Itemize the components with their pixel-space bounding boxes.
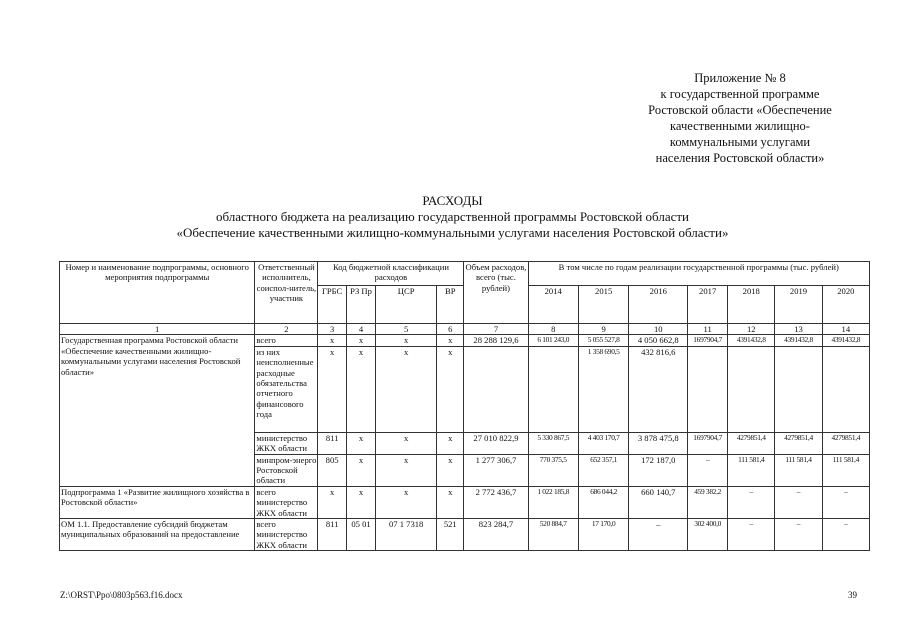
column-number: 6 [437,324,464,335]
year-value: – [822,519,869,551]
year-value: 4 403 170,7 [578,432,628,454]
year-value: 4391432,8 [822,335,869,346]
year-value: 111 581,4 [822,454,869,486]
year-value [822,346,869,432]
year-value: 686 044,2 [578,486,628,518]
code-csr: х [376,432,437,454]
header-volume: Объем расходов, всего (тыс. рублей) [464,262,528,324]
year-value: 4279851,4 [728,432,775,454]
year-value: 111 581,4 [775,454,822,486]
code-grbs: х [318,486,346,518]
column-number-row [60,324,870,335]
year-value: 5 055 527,8 [578,335,628,346]
header-rzpr: РЗ Пр [346,286,375,324]
header-year: 2018 [728,286,775,324]
year-value: 4391432,8 [728,335,775,346]
year-value: 660 140,7 [629,486,688,518]
year-value: – [728,486,775,518]
code-csr: х [376,486,437,518]
row-name: Государственная программа Ростовской области «Обеспечение качественными жилищно-коммунальными услугами населения Ростовской области» [60,335,255,486]
year-value: 1 022 185,8 [528,486,578,518]
year-value: 770 375,5 [528,454,578,486]
document-title [0,193,905,241]
code-grbs: х [318,346,346,432]
header-year: 2017 [688,286,728,324]
code-rzpr: х [346,432,375,454]
year-value: 4279851,4 [775,432,822,454]
code-vr: х [437,454,464,486]
code-rzpr: х [346,346,375,432]
header-year: 2016 [629,286,688,324]
appendix-line: коммунальными услугами [669,135,811,149]
year-value: 302 400,0 [688,519,728,551]
code-rzpr: 05 01 [346,519,375,551]
table-row [60,335,870,346]
appendix-line: Ростовской области «Обеспечение [648,103,832,117]
code-csr: х [376,335,437,346]
year-value [688,346,728,432]
code-vr: х [437,335,464,346]
appendix-block [600,70,880,166]
code-grbs: 811 [318,432,346,454]
year-value: 1 358 690,5 [578,346,628,432]
year-value [528,346,578,432]
code-vr: 521 [437,519,464,551]
year-value: – [728,519,775,551]
year-value: 652 357,1 [578,454,628,486]
code-csr: 07 1 7318 [376,519,437,551]
row-executor: из них неисполненные расходные обязательства отчетного финансового года [255,346,318,432]
page-number: 39 [848,590,857,600]
year-value [775,346,822,432]
code-rzpr: х [346,454,375,486]
column-number: 14 [822,324,869,335]
year-value: – [775,519,822,551]
year-value: 4391432,8 [775,335,822,346]
header-vr: ВР [437,286,464,324]
column-number: 13 [775,324,822,335]
column-number: 3 [318,324,346,335]
year-value: 520 884,7 [528,519,578,551]
year-value: 4 050 662,8 [629,335,688,346]
code-vr: х [437,486,464,518]
appendix-line: к государственной программе [660,87,820,101]
row-name: ОМ 1.1. Предоставление субсидий бюджетам муниципальных образований на предоставление [60,519,255,551]
total-value: 27 010 822,9 [464,432,528,454]
year-value: 3 878 475,8 [629,432,688,454]
year-value: 172 187,0 [629,454,688,486]
header-years: В том числе по годам реализации государственной программы (тыс. рублей) [528,262,869,286]
year-value: 4279851,4 [822,432,869,454]
total-value [464,346,528,432]
row-executor: всего [255,335,318,346]
header-name: Номер и наименование подпрограммы, основного мероприятия подпрограммы [60,262,255,324]
title-line: областного бюджета на реализацию государственной программы Ростовской области [215,209,689,224]
code-grbs: 805 [318,454,346,486]
column-number: 5 [376,324,437,335]
row-executor: всего министерство ЖКХ области [255,519,318,551]
header-codes: Код бюджетной классификации расходов [318,262,464,286]
year-value: 459 382,2 [688,486,728,518]
column-number: 12 [728,324,775,335]
column-number: 1 [60,324,255,335]
code-csr: х [376,346,437,432]
code-grbs: 811 [318,519,346,551]
header-executor: Ответственный исполнитель, соиспол-нитель, участник [255,262,318,324]
expenses-table [59,261,870,551]
total-value: 2 772 436,7 [464,486,528,518]
year-value: 6 101 243,0 [528,335,578,346]
year-value: – [775,486,822,518]
row-executor: всего министерство ЖКХ области [255,486,318,518]
year-value [728,346,775,432]
title-line: «Обеспечение качественными жилищно-коммунальными услугами населения Ростовской области» [176,225,729,240]
total-value: 28 288 129,6 [464,335,528,346]
year-value: 1697904,7 [688,335,728,346]
appendix-line: населения Ростовской области» [655,151,825,165]
year-value: – [629,519,688,551]
year-value: 17 170,0 [578,519,628,551]
row-executor: министерство ЖКХ области [255,432,318,454]
header-year: 2015 [578,286,628,324]
year-value: 432 816,6 [629,346,688,432]
header-year: 2014 [528,286,578,324]
appendix-line: качественными жилищно- [670,119,810,133]
column-number: 4 [346,324,375,335]
year-value: 111 581,4 [728,454,775,486]
table-row [60,486,870,518]
code-grbs: х [318,335,346,346]
column-number: 9 [578,324,628,335]
total-value: 1 277 306,7 [464,454,528,486]
code-rzpr: х [346,486,375,518]
code-rzpr: х [346,335,375,346]
column-number: 7 [464,324,528,335]
code-csr: х [376,454,437,486]
column-number: 10 [629,324,688,335]
column-number: 11 [688,324,728,335]
row-name: Подпрограмма 1 «Развитие жилищного хозяйства в Ростовской области» [60,486,255,518]
year-value: – [822,486,869,518]
row-executor: минпром-энерго Ростовской области [256,454,317,486]
header-year: 2019 [775,286,822,324]
code-vr: х [437,346,464,432]
title-line: РАСХОДЫ [422,193,483,208]
year-value: – [688,454,728,486]
year-value: 5 330 867,5 [528,432,578,454]
year-value: 1697904,7 [688,432,728,454]
column-number: 8 [528,324,578,335]
header-year: 2020 [822,286,869,324]
header-grbs: ГРБС [318,286,346,324]
header-csr: ЦСР [376,286,437,324]
appendix-line: Приложение № 8 [694,71,786,85]
total-value: 823 284,7 [464,519,528,551]
table-row [60,519,870,551]
file-path: Z:\ORST\Ppo\0803p563.f16.docx [60,590,183,600]
code-vr: х [437,432,464,454]
column-number: 2 [255,324,318,335]
